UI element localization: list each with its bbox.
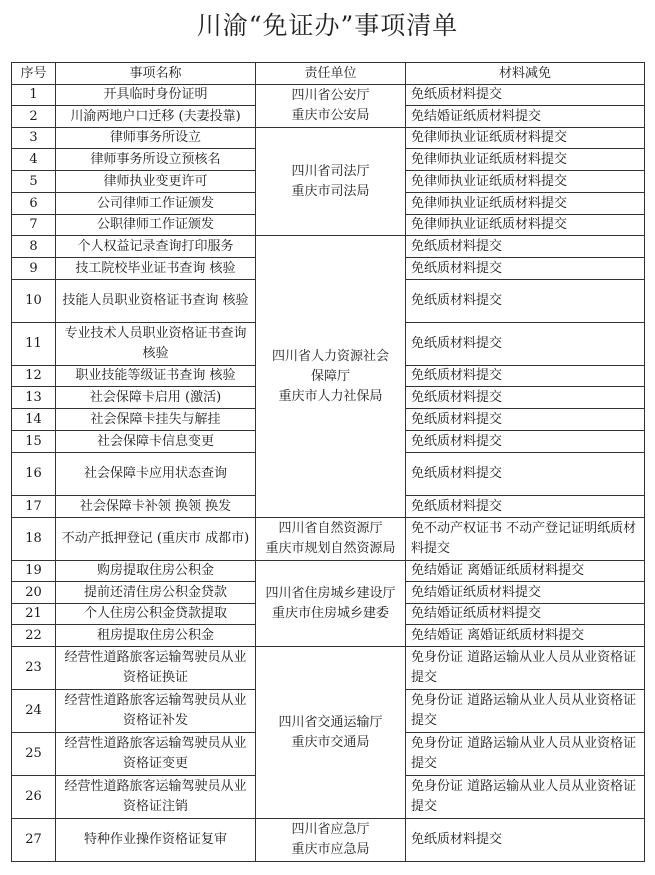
material-reduction: 免纸质材料提交 bbox=[406, 236, 645, 258]
material-reduction: 免纸质材料提交 bbox=[406, 323, 645, 366]
row-index: 1 bbox=[12, 85, 56, 106]
item-name: 经营性道路旅客运输驾驶员从业资格证补发 bbox=[56, 690, 256, 733]
table-row bbox=[12, 518, 645, 561]
material-reduction: 免结婚证纸质材料提交 bbox=[406, 106, 645, 128]
material-reduction: 免身份证 道路运输从业人员从业资格证提交 bbox=[406, 690, 645, 733]
item-name: 专业技术人员职业资格证书查询 核验 bbox=[56, 323, 256, 366]
row-index: 25 bbox=[12, 733, 56, 776]
material-reduction: 免纸质材料提交 bbox=[406, 453, 645, 496]
responsible-unit: 四川省住房城乡建设厅 重庆市住房城乡建委 bbox=[256, 561, 406, 647]
item-name: 购房提取住房公积金 bbox=[56, 561, 256, 582]
row-index: 17 bbox=[12, 496, 56, 518]
item-name: 公司律师工作证颁发 bbox=[56, 193, 256, 215]
item-name: 特种作业操作资格证复审 bbox=[56, 819, 256, 862]
row-index: 22 bbox=[12, 625, 56, 647]
item-name: 提前还清住房公积金贷款 bbox=[56, 582, 256, 604]
item-name: 个人住房公积金贷款提取 bbox=[56, 604, 256, 625]
material-reduction: 免律师执业证纸质材料提交 bbox=[406, 149, 645, 171]
table-row bbox=[12, 561, 645, 582]
item-name: 社会保障卡应用状态查询 bbox=[56, 453, 256, 496]
responsible-unit: 四川省自然资源厅 重庆市规划自然资源局 bbox=[256, 518, 406, 561]
row-index: 14 bbox=[12, 409, 56, 431]
material-reduction: 免结婚证 离婚证纸质材料提交 bbox=[406, 625, 645, 647]
material-reduction: 免结婚证纸质材料提交 bbox=[406, 604, 645, 625]
item-name: 职业技能等级证书查询 核验 bbox=[56, 366, 256, 387]
header-reduction: 材料减免 bbox=[406, 63, 645, 85]
row-index: 3 bbox=[12, 128, 56, 149]
row-index: 11 bbox=[12, 323, 56, 366]
row-index: 6 bbox=[12, 193, 56, 215]
row-index: 4 bbox=[12, 149, 56, 171]
item-name: 经营性道路旅客运输驾驶员从业资格证变更 bbox=[56, 733, 256, 776]
material-reduction: 免结婚证 离婚证纸质材料提交 bbox=[406, 561, 645, 582]
row-index: 8 bbox=[12, 236, 56, 258]
row-index: 12 bbox=[12, 366, 56, 387]
material-reduction: 免纸质材料提交 bbox=[406, 409, 645, 431]
row-index: 24 bbox=[12, 690, 56, 733]
row-index: 27 bbox=[12, 819, 56, 862]
row-index: 21 bbox=[12, 604, 56, 625]
material-reduction: 免结婚证纸质材料提交 bbox=[406, 582, 645, 604]
material-reduction: 免纸质材料提交 bbox=[406, 258, 645, 280]
responsible-unit: 四川省公安厅 重庆市公安局 bbox=[256, 85, 406, 128]
material-reduction: 免纸质材料提交 bbox=[406, 85, 645, 106]
material-reduction: 免身份证 道路运输从业人员从业资格证提交 bbox=[406, 647, 645, 690]
material-reduction: 免纸质材料提交 bbox=[406, 496, 645, 518]
item-name: 律师执业变更许可 bbox=[56, 171, 256, 193]
material-reduction: 免律师执业证纸质材料提交 bbox=[406, 128, 645, 149]
material-reduction: 免不动产权证书 不动产登记证明纸质材料提交 bbox=[406, 518, 645, 561]
item-name: 经营性道路旅客运输驾驶员从业资格证换证 bbox=[56, 647, 256, 690]
item-name: 社会保障卡挂失与解挂 bbox=[56, 409, 256, 431]
row-index: 19 bbox=[12, 561, 56, 582]
item-name: 公职律师工作证颁发 bbox=[56, 215, 256, 236]
item-name: 社会保障卡信息变更 bbox=[56, 431, 256, 453]
header-name: 事项名称 bbox=[56, 63, 256, 85]
item-name: 不动产抵押登记 (重庆市 成都市) bbox=[56, 518, 256, 561]
items-table bbox=[11, 62, 645, 862]
item-name: 租房提取住房公积金 bbox=[56, 625, 256, 647]
item-name: 个人权益记录查询打印服务 bbox=[56, 236, 256, 258]
row-index: 23 bbox=[12, 647, 56, 690]
page-title: 川渝“免证办”事项清单 bbox=[196, 11, 459, 40]
item-name: 开具临时身份证明 bbox=[56, 85, 256, 106]
material-reduction: 免纸质材料提交 bbox=[406, 387, 645, 409]
row-index: 20 bbox=[12, 582, 56, 604]
row-index: 13 bbox=[12, 387, 56, 409]
row-index: 2 bbox=[12, 106, 56, 128]
material-reduction: 免纸质材料提交 bbox=[406, 280, 645, 323]
table-row bbox=[12, 85, 645, 106]
item-name: 社会保障卡启用 (激活) bbox=[56, 387, 256, 409]
row-index: 15 bbox=[12, 431, 56, 453]
item-name: 川渝两地户口迁移 (夫妻投靠) bbox=[56, 106, 256, 128]
row-index: 10 bbox=[12, 280, 56, 323]
responsible-unit: 四川省应急厅 重庆市应急局 bbox=[256, 819, 406, 862]
row-index: 5 bbox=[12, 171, 56, 193]
item-name: 社会保障卡补领 换领 换发 bbox=[56, 496, 256, 518]
responsible-unit: 四川省人力资源社会 保障厅 重庆市人力社保局 bbox=[256, 236, 406, 518]
row-index: 18 bbox=[12, 518, 56, 561]
material-reduction: 免纸质材料提交 bbox=[406, 366, 645, 387]
header-unit: 责任单位 bbox=[256, 63, 406, 85]
header-idx: 序号 bbox=[12, 63, 56, 85]
item-name: 经营性道路旅客运输驾驶员从业资格证注销 bbox=[56, 776, 256, 819]
material-reduction: 免律师执业证纸质材料提交 bbox=[406, 193, 645, 215]
item-name: 技能人员职业资格证书查询 核验 bbox=[56, 280, 256, 323]
material-reduction: 免律师执业证纸质材料提交 bbox=[406, 171, 645, 193]
row-index: 16 bbox=[12, 453, 56, 496]
row-index: 26 bbox=[12, 776, 56, 819]
material-reduction: 免纸质材料提交 bbox=[406, 431, 645, 453]
item-name: 律师事务所设立 bbox=[56, 128, 256, 149]
row-index: 7 bbox=[12, 215, 56, 236]
table-row bbox=[12, 819, 645, 862]
responsible-unit: 四川省司法厅 重庆市司法局 bbox=[256, 128, 406, 236]
table-body bbox=[12, 85, 645, 862]
material-reduction: 免纸质材料提交 bbox=[406, 819, 645, 862]
header-row bbox=[12, 63, 645, 85]
table-row bbox=[12, 236, 645, 258]
table-row bbox=[12, 647, 645, 690]
material-reduction: 免身份证 道路运输从业人员从业资格证提交 bbox=[406, 776, 645, 819]
item-name: 技工院校毕业证书查询 核验 bbox=[56, 258, 256, 280]
row-index: 9 bbox=[12, 258, 56, 280]
table-row bbox=[12, 128, 645, 149]
material-reduction: 免身份证 道路运输从业人员从业资格证提交 bbox=[406, 733, 645, 776]
item-name: 律师事务所设立预核名 bbox=[56, 149, 256, 171]
responsible-unit: 四川省交通运输厅 重庆市交通局 bbox=[256, 647, 406, 819]
material-reduction: 免律师执业证纸质材料提交 bbox=[406, 215, 645, 236]
